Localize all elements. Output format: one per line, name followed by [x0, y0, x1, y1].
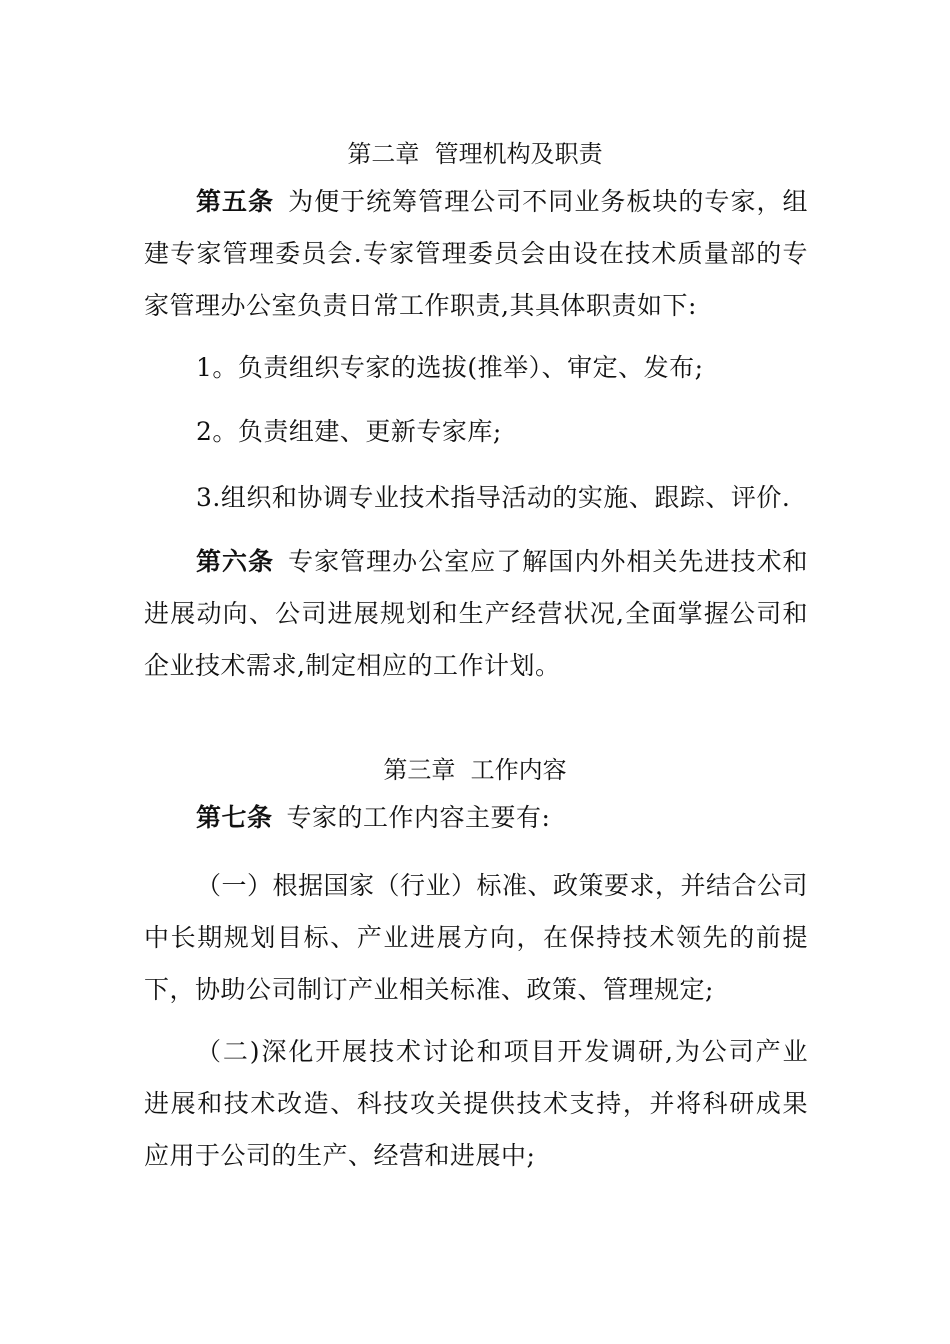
article-5-line-3: 家管理办公室负责日常工作职责,其具体职责如下:: [144, 291, 697, 320]
article-7-item-2-line-3: 应用于公司的生产、经营和进展中;: [144, 1141, 536, 1170]
article-5-label: 第五条: [196, 187, 275, 216]
article-6-line-3: 企业技术需求,制定相应的工作计划。: [144, 651, 561, 680]
article-7-label: 第七条: [196, 803, 273, 832]
article-7-item-1-line-2: 中长期规划目标、产业进展方向，在保持技术领先的前提: [144, 923, 808, 952]
article-5-line-2: 建专家管理委员会.专家管理委员会由设在技术质量部的专: [144, 239, 808, 268]
article-7-item-1: [144, 860, 808, 1016]
article-7-item-2-line-2: 进展和技术改造、科技攻关提供技术支持，并将科研成果: [144, 1089, 808, 1118]
article-5-text-1: 为便于统筹管理公司不同业务板块的专家，组: [288, 187, 808, 216]
article-6-paragraph: [144, 536, 808, 692]
chapter-2-title: 第二章 管理机构及职责: [347, 140, 603, 168]
article-7-item-2: [144, 1026, 808, 1182]
article-7-intro-text: 专家的工作内容主要有:: [286, 803, 551, 832]
article-5-paragraph: [144, 176, 808, 332]
article-6-line-1: [144, 536, 808, 588]
article-7-item-1-line-1: （一）根据国家（行业）标准、政策要求，并结合公司: [196, 871, 809, 900]
article-5-item-2: 2。负责组建、更新专家库;: [196, 417, 502, 446]
article-6-line-2: 进展动向、公司进展规划和生产经营状况,全面掌握公司和: [144, 599, 808, 628]
article-7-intro: [196, 800, 550, 836]
chapter-3-title: 第三章 工作内容: [383, 756, 567, 784]
article-5-item-1: 1。负责组织专家的选拔(推举）、审定、发布;: [196, 353, 704, 382]
article-6-label: 第六条: [196, 547, 275, 576]
article-5-item-3: 3.组织和协调专业技术指导活动的实施、跟踪、评价.: [196, 483, 791, 512]
article-7-item-2-line-1: （二)深化开展技术讨论和项目开发调研,为公司产业: [196, 1037, 808, 1066]
article-5-line-1: [144, 176, 808, 228]
article-7-item-1-line-3: 下，协助公司制订产业相关标准、政策、管理规定;: [144, 975, 714, 1004]
article-6-text-1: 专家管理办公室应了解国内外相关先进技术和: [288, 547, 808, 576]
